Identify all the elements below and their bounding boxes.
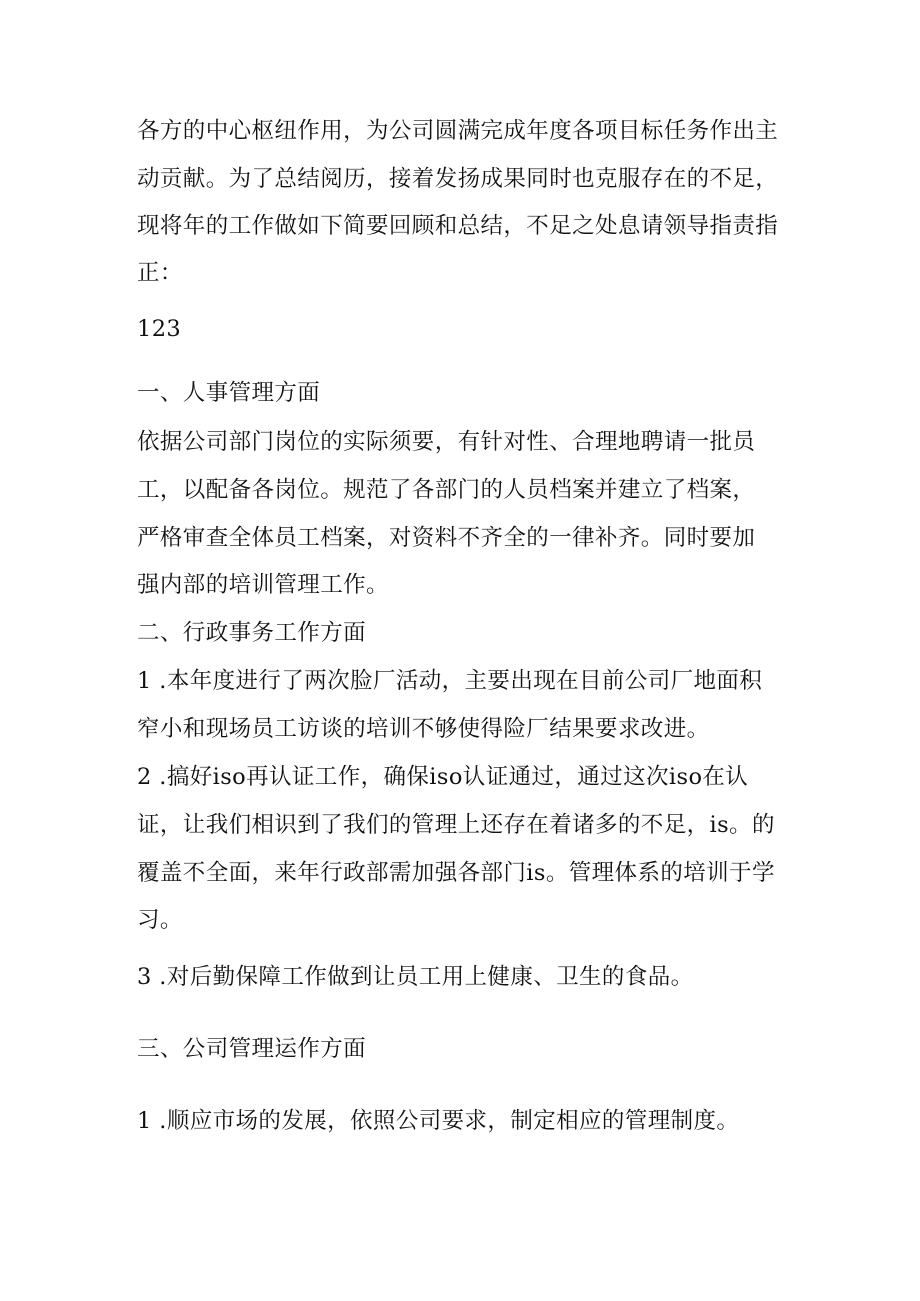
intro-line: 现将年的工作做如下简要回顾和总结，不足之处息请领导指责指 — [137, 213, 779, 239]
paragraph-line: 严格审查全体员工档案，对资料不齐全的一律补齐。同时要加 — [137, 525, 756, 551]
paragraph-line: 工，以配备各岗位。规范了各部门的人员档案并建立了档案， — [137, 477, 756, 503]
paragraph-line: 依据公司部门岗位的实际须要，有针对性、合理地聘请一批员 — [137, 429, 756, 455]
list-item-line: 1 .顺应市场的发展，依照公司要求，制定相应的管理制度。 — [137, 1108, 740, 1134]
list-item-line: 覆盖不全面，来年行政部需加强各部门is。管理体系的培训于学 — [137, 860, 775, 886]
section-heading-personnel: 一、人事管理方面 — [137, 380, 321, 406]
number-line: 123 — [137, 316, 182, 342]
list-item-line: 窄小和现场员工访谈的培训不够使得险厂结果要求改进。 — [137, 716, 710, 742]
section-heading-management: 三、公司管理运作方面 — [137, 1036, 367, 1062]
list-item-line: 3 .对后勤保障工作做到让员工用上健康、卫生的食品。 — [137, 964, 694, 990]
list-item-line: 1 .本年度进行了两次脸厂活动，主要出现在目前公司厂地面积 — [137, 668, 763, 694]
intro-line: 动贡献。为了总结阅历，接着发扬成果同时也克服存在的不足， — [137, 166, 779, 192]
section-heading-admin: 二、行政事务工作方面 — [137, 620, 367, 646]
list-item-line: 2 .搞好iso再认证工作，确保iso认证通过，通过这次iso在认 — [137, 764, 749, 790]
list-item-line: 习。 — [137, 907, 183, 933]
list-item-line: 证，让我们相识到了我们的管理上还存在着诸多的不足，is。的 — [137, 812, 775, 838]
paragraph-line: 强内部的培训管理工作。 — [137, 572, 389, 598]
intro-line: 各方的中心枢纽作用，为公司圆满完成年度各项目标任务作出主 — [137, 118, 779, 144]
intro-line: 正： — [137, 260, 183, 286]
